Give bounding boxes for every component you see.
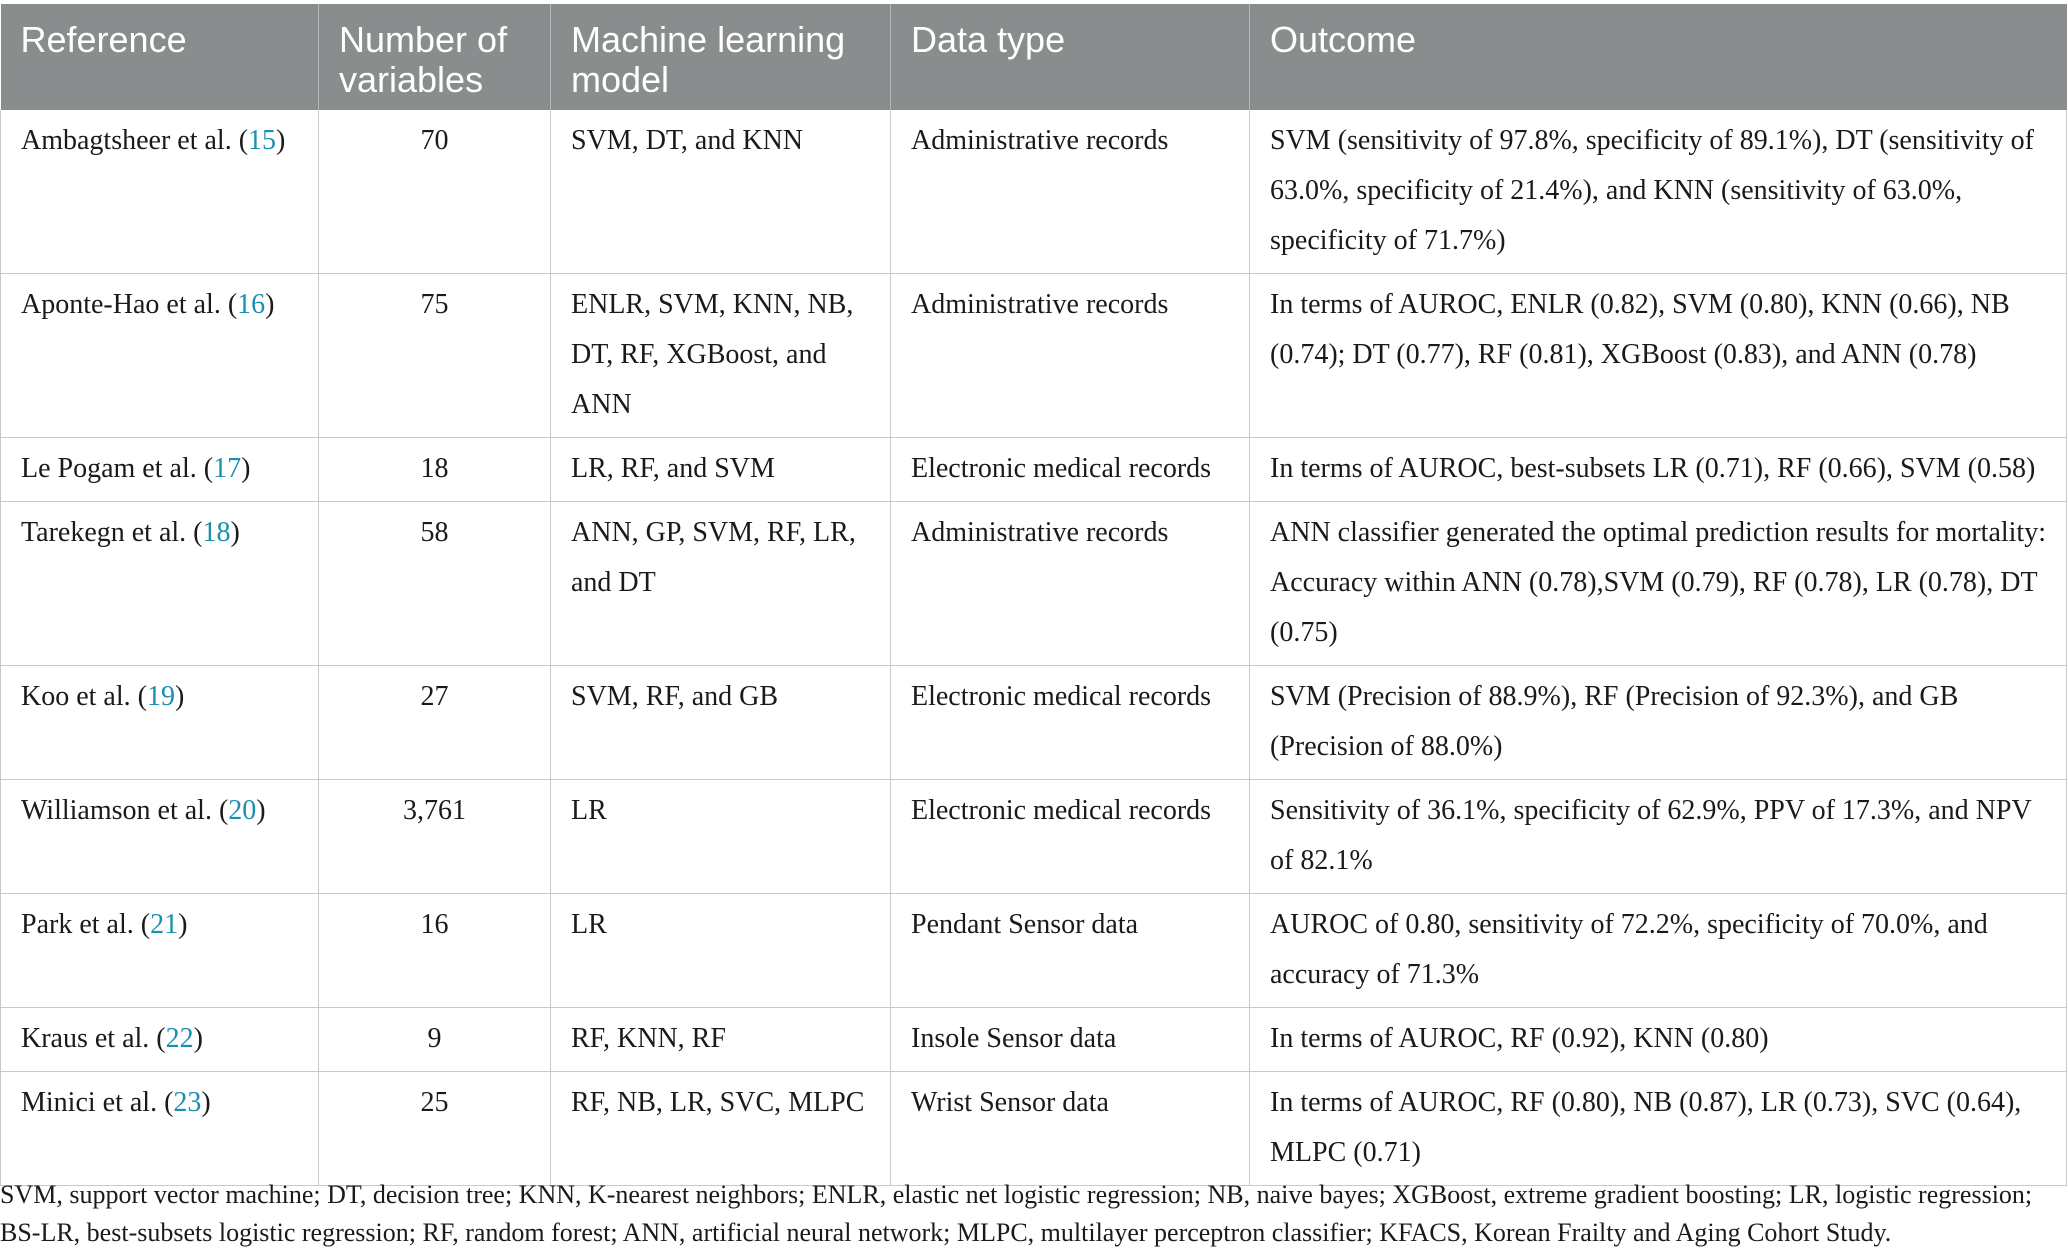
variables-cell: 75 [319, 274, 551, 438]
variables-cell: 70 [319, 110, 551, 274]
author-text: Minici et al. ( [21, 1087, 174, 1118]
model-cell: ANN, GP, SVM, RF, LR, and DT [551, 502, 891, 666]
variables-cell: 16 [319, 894, 551, 1008]
author-text: Williamson et al. ( [21, 795, 229, 826]
model-cell: LR [551, 780, 891, 894]
ml-models-table [0, 4, 2067, 1186]
variables-cell: 3,761 [319, 780, 551, 894]
author-text: Kraus et al. ( [21, 1023, 166, 1054]
header-data-type: Data type [891, 4, 1250, 110]
variables-cell: 25 [319, 1072, 551, 1186]
data-type-cell: Pendant Sensor data [891, 894, 1250, 1008]
header-reference: Reference [1, 4, 319, 110]
variables-cell: 18 [319, 438, 551, 502]
model-cell: LR [551, 894, 891, 1008]
table-row [1, 1072, 2067, 1186]
reference-cell [1, 438, 319, 502]
table-header-row [1, 4, 2067, 110]
citation-link[interactable]: 18 [202, 517, 231, 548]
outcome-cell: Sensitivity of 36.1%, specificity of 62.9%, PPV of 17.3%, and NPV of 82.1% [1250, 780, 2067, 894]
citation-link[interactable]: 21 [150, 909, 179, 940]
reference-cell [1, 502, 319, 666]
author-text: Aponte-Hao et al. ( [21, 289, 238, 320]
outcome-cell: In terms of AUROC, best-subsets LR (0.71), RF (0.66), SVM (0.58) [1250, 438, 2067, 502]
data-type-cell: Administrative records [891, 502, 1250, 666]
author-text: Tarekegn et al. ( [21, 517, 203, 548]
author-close: ) [276, 125, 286, 156]
model-cell: RF, KNN, RF [551, 1008, 891, 1072]
outcome-cell: In terms of AUROC, RF (0.80), NB (0.87), LR (0.73), SVC (0.64), MLPC (0.71) [1250, 1072, 2067, 1186]
author-close: ) [174, 681, 185, 712]
reference-cell [1, 274, 319, 438]
outcome-cell: AUROC of 0.80, sensitivity of 72.2%, specificity of 70.0%, and accuracy of 71.3% [1250, 894, 2067, 1008]
model-cell: SVM, RF, and GB [551, 666, 891, 780]
citation-link[interactable]: 15 [248, 125, 277, 156]
header-machine-learning-model: Machine learning model [551, 4, 891, 110]
variables-cell: 58 [319, 502, 551, 666]
variables-cell: 9 [319, 1008, 551, 1072]
author-text: Le Pogam et al. ( [21, 453, 214, 484]
author-close: ) [193, 1023, 203, 1054]
model-cell: ENLR, SVM, KNN, NB, DT, RF, XGBoost, and ANN [551, 274, 891, 438]
outcome-cell: In terms of AUROC, RF (0.92), KNN (0.80) [1250, 1008, 2067, 1072]
model-cell: LR, RF, and SVM [551, 438, 891, 502]
author-close: ) [201, 1087, 211, 1118]
table-row [1, 502, 2067, 666]
author-close: ) [230, 517, 240, 548]
data-type-cell: Electronic medical records [891, 780, 1250, 894]
table-row [1, 274, 2067, 438]
author-text: Koo et al. ( [21, 681, 147, 712]
data-type-cell: Electronic medical records [891, 666, 1250, 780]
citation-link[interactable]: 17 [213, 453, 242, 484]
reference-cell [1, 1008, 319, 1072]
reference-cell [1, 110, 319, 274]
data-type-cell: Administrative records [891, 110, 1250, 274]
table-row [1, 666, 2067, 780]
table-row [1, 894, 2067, 1008]
model-cell: RF, NB, LR, SVC, MLPC [551, 1072, 891, 1186]
citation-link[interactable]: 22 [165, 1023, 194, 1054]
model-cell: SVM, DT, and KNN [551, 110, 891, 274]
table-row [1, 1008, 2067, 1072]
table-row [1, 438, 2067, 502]
data-type-cell: Administrative records [891, 274, 1250, 438]
header-number-of-variables: Number of variables [319, 4, 551, 110]
author-text: Ambagtsheer et al. ( [21, 125, 249, 156]
author-close: ) [256, 795, 266, 826]
table-footnote: SVM, support vector machine; DT, decision tree; KNN, K-nearest neighbors; ENLR, elastic net logistic regression; NB, naive bayes; XGBoost, extreme gradient boosting; LR, logistic regression; BS-LR, best-subsets logistic regression; RF, random forest; ANN, artificial neural network; MLPC, multilayer perceptron classifier; KFACS, Korean Frailty and Aging Cohort Study. [0, 1180, 2033, 1247]
reference-cell [1, 780, 319, 894]
reference-cell [1, 1072, 319, 1186]
author-close: ) [178, 909, 188, 940]
citation-link[interactable]: 20 [228, 795, 257, 826]
author-close: ) [241, 453, 251, 484]
header-outcome: Outcome [1250, 4, 2067, 110]
citation-link[interactable]: 23 [173, 1087, 202, 1118]
table-row [1, 780, 2067, 894]
reference-cell [1, 666, 319, 780]
data-type-cell: Electronic medical records [891, 438, 1250, 502]
outcome-cell: In terms of AUROC, ENLR (0.82), SVM (0.80), KNN (0.66), NB (0.74); DT (0.77), RF (0.81), XGBoost (0.83), and ANN (0.78) [1250, 274, 2067, 438]
outcome-cell: SVM (sensitivity of 97.8%, specificity of 89.1%), DT (sensitivity of 63.0%, specificity of 21.4%), and KNN (sensitivity of 63.0%, specificity of 71.7%) [1250, 110, 2067, 274]
outcome-cell: ANN classifier generated the optimal prediction results for mortality: Accuracy within ANN (0.78),SVM (0.79), RF (0.78), LR (0.78), DT (0.75) [1250, 502, 2067, 666]
ml-models-table-container [0, 4, 2066, 1186]
citation-link[interactable]: 19 [146, 681, 175, 712]
table-row [1, 110, 2067, 274]
citation-link[interactable]: 16 [237, 289, 266, 320]
author-close: ) [265, 289, 275, 320]
data-type-cell: Wrist Sensor data [891, 1072, 1250, 1186]
outcome-cell: SVM (Precision of 88.9%), RF (Precision of 92.3%), and GB (Precision of 88.0%) [1250, 666, 2067, 780]
variables-cell: 27 [319, 666, 551, 780]
author-text: Park et al. ( [21, 909, 151, 940]
data-type-cell: Insole Sensor data [891, 1008, 1250, 1072]
reference-cell [1, 894, 319, 1008]
